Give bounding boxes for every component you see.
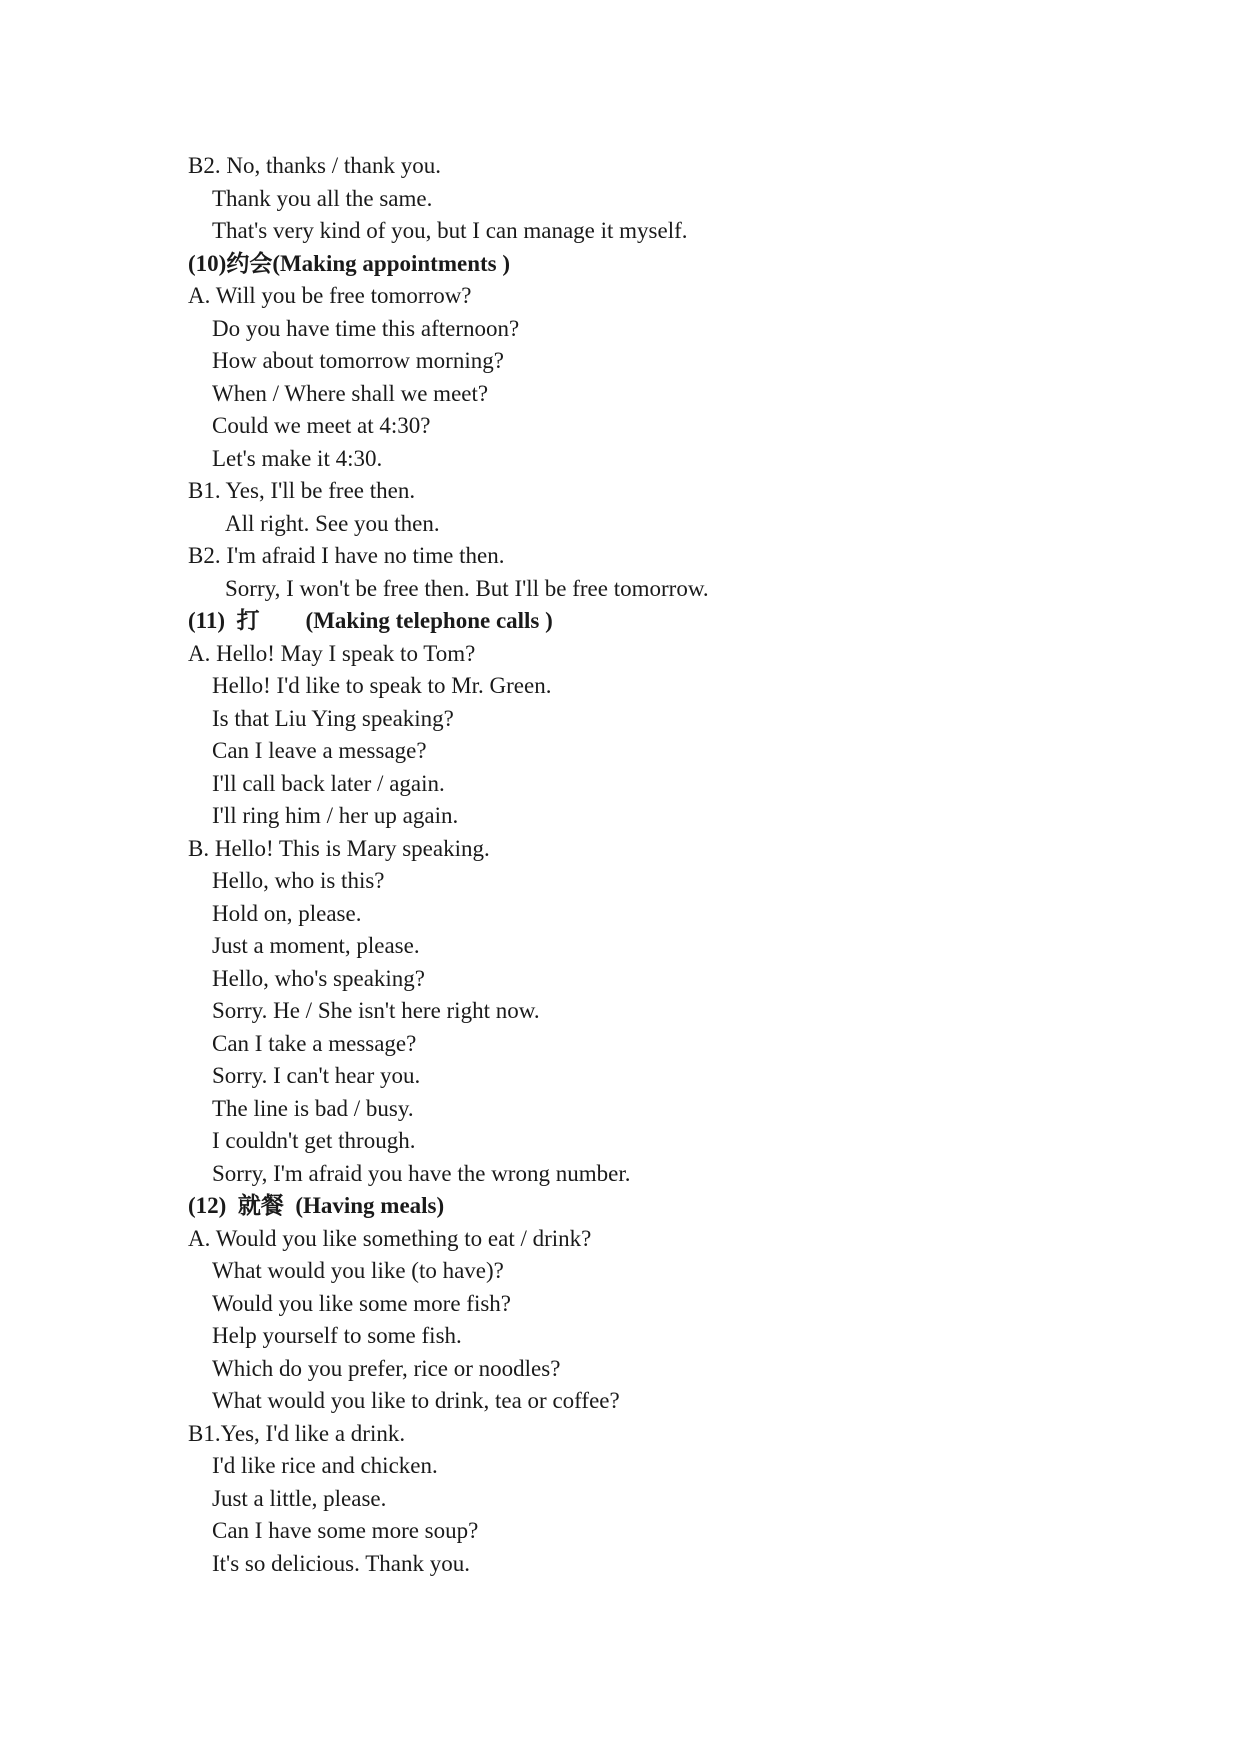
document-page <box>188 150 1168 1580</box>
text-line: Just a little, please. <box>212 1485 387 1511</box>
text-line: Which do you prefer, rice or noodles? <box>212 1355 561 1381</box>
text-line: Sorry, I'm afraid you have the wrong number. <box>212 1160 631 1186</box>
text-line: All right. See you then. <box>225 510 440 536</box>
text-line: B1. Yes, I'll be free then. <box>188 478 416 503</box>
text-line: What would you like (to have)? <box>212 1258 504 1283</box>
text-line: That's very kind of you, but I can manage it myself. <box>212 218 688 243</box>
text-line: I'll ring him / her up again. <box>212 803 459 828</box>
text-line: B1.Yes, I'd like a drink. <box>188 1420 406 1446</box>
text-line: A. Will you be free tomorrow? <box>188 283 472 308</box>
text-line: Help yourself to some fish. <box>212 1323 462 1348</box>
text-line: Let's make it 4:30. <box>212 445 383 471</box>
text-line: A. Hello! May I speak to Tom? <box>188 640 476 666</box>
text-line: Hold on, please. <box>212 900 362 926</box>
text-line: Can I leave a message? <box>212 738 427 763</box>
text-line: How about tomorrow morning? <box>212 348 504 373</box>
section-heading: (12) 就餐 (Having meals) <box>188 1193 445 1218</box>
text-line: I'd like rice and chicken. <box>212 1453 438 1478</box>
text-line: Hello, who is this? <box>212 868 385 893</box>
text-line: Could we meet at 4:30? <box>212 413 431 438</box>
text-line: Thank you all the same. <box>212 185 433 211</box>
text-line: Is that Liu Ying speaking? <box>212 705 454 731</box>
text-line: Hello, who's speaking? <box>212 965 426 991</box>
text-line: Hello! I'd like to speak to Mr. Green. <box>212 673 552 698</box>
text-line: Sorry. He / She isn't here right now. <box>212 998 540 1023</box>
text-line: Sorry. I can't hear you. <box>212 1063 421 1088</box>
text-line: When / Where shall we meet? <box>212 380 489 406</box>
text-line: Do you have time this afternoon? <box>212 315 520 341</box>
text-line: B. Hello! This is Mary speaking. <box>188 835 490 861</box>
text-line: I couldn't get through. <box>212 1128 416 1153</box>
text-line: Would you like some more fish? <box>212 1290 512 1316</box>
text-line: B2. No, thanks / thank you. <box>188 153 441 178</box>
text-line: The line is bad / busy. <box>212 1095 414 1121</box>
text-line: Sorry, I won't be free then. But I'll be free tomorrow. <box>225 575 709 601</box>
text-line: Just a moment, please. <box>212 933 420 958</box>
text-line: It's so delicious. Thank you. <box>212 1550 470 1576</box>
text-line: A. Would you like something to eat / drink? <box>188 1225 592 1251</box>
text-line: Can I take a message? <box>212 1030 417 1056</box>
text-line: Can I have some more soup? <box>212 1518 479 1543</box>
section-heading: (10)约会(Making appointments ) <box>188 250 511 276</box>
text-line: What would you like to drink, tea or coffee? <box>212 1388 620 1413</box>
section-heading: (11) 打 (Making telephone calls ) <box>188 608 553 633</box>
text-line: B2. I'm afraid I have no time then. <box>188 543 505 568</box>
text-line: I'll call back later / again. <box>212 770 445 796</box>
